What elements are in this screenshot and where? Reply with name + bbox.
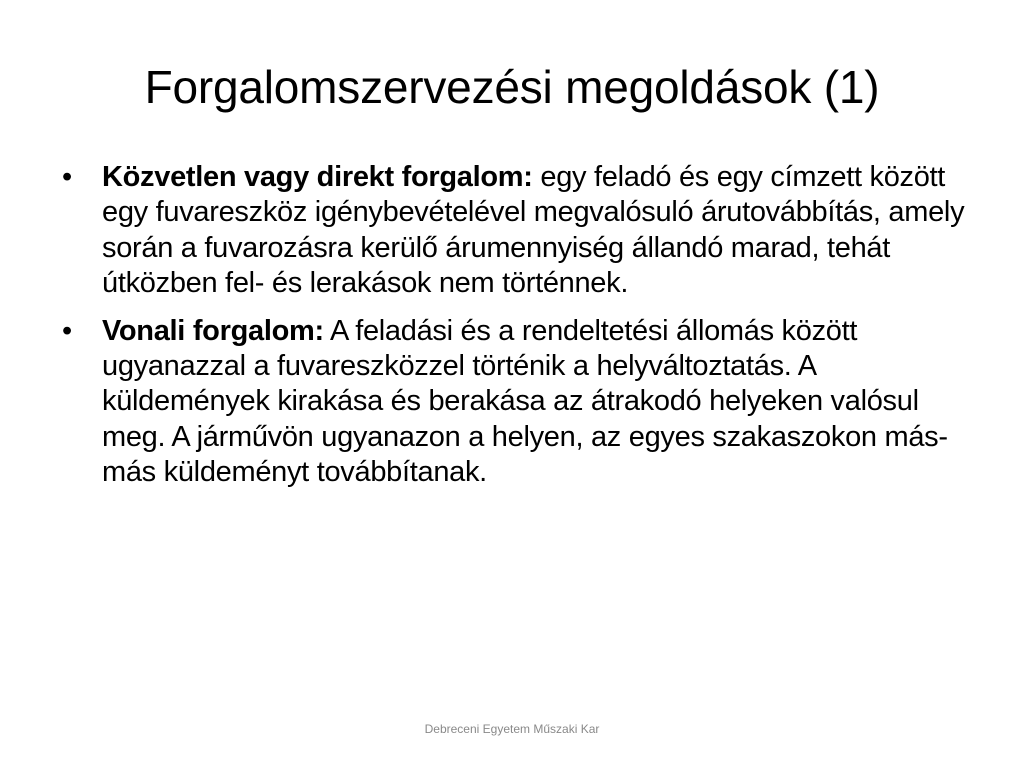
bullet-marker: • [62,314,72,347]
slide-footer: Debreceni Egyetem Műszaki Kar [424,722,600,736]
bullet-marker: • [62,161,72,193]
bullet-list [62,160,968,502]
bullet-text: A feladási és a rendeltetési állomás között ugyanazzal a fuvareszközzel történik a helyváltoztatás. A küldemények kirakása és berakása az átrakodó helyeken valósul meg. A járművön ugyanazon a helyen, az egyes szakaszokon más-más küldeményt továbbítanak. [102,314,948,488]
slide-title: Forgalomszervezési megoldások (1) [144,61,880,113]
bullet-text: egy feladó és egy címzett között egy fuvareszköz igénybevételével megvalósuló árutovábbítás, amely során a fuvarozásra kerülő árumennyiség állandó marad, tehát útközben fel- és lerakások nem történnek. [102,161,965,300]
bullet-item-direct-traffic [62,160,968,302]
bullet-item-line-traffic [62,314,968,491]
bullet-term: Vonali forgalom: [102,314,324,347]
bullet-term: Közvetlen vagy direkt forgalom: [102,161,533,193]
